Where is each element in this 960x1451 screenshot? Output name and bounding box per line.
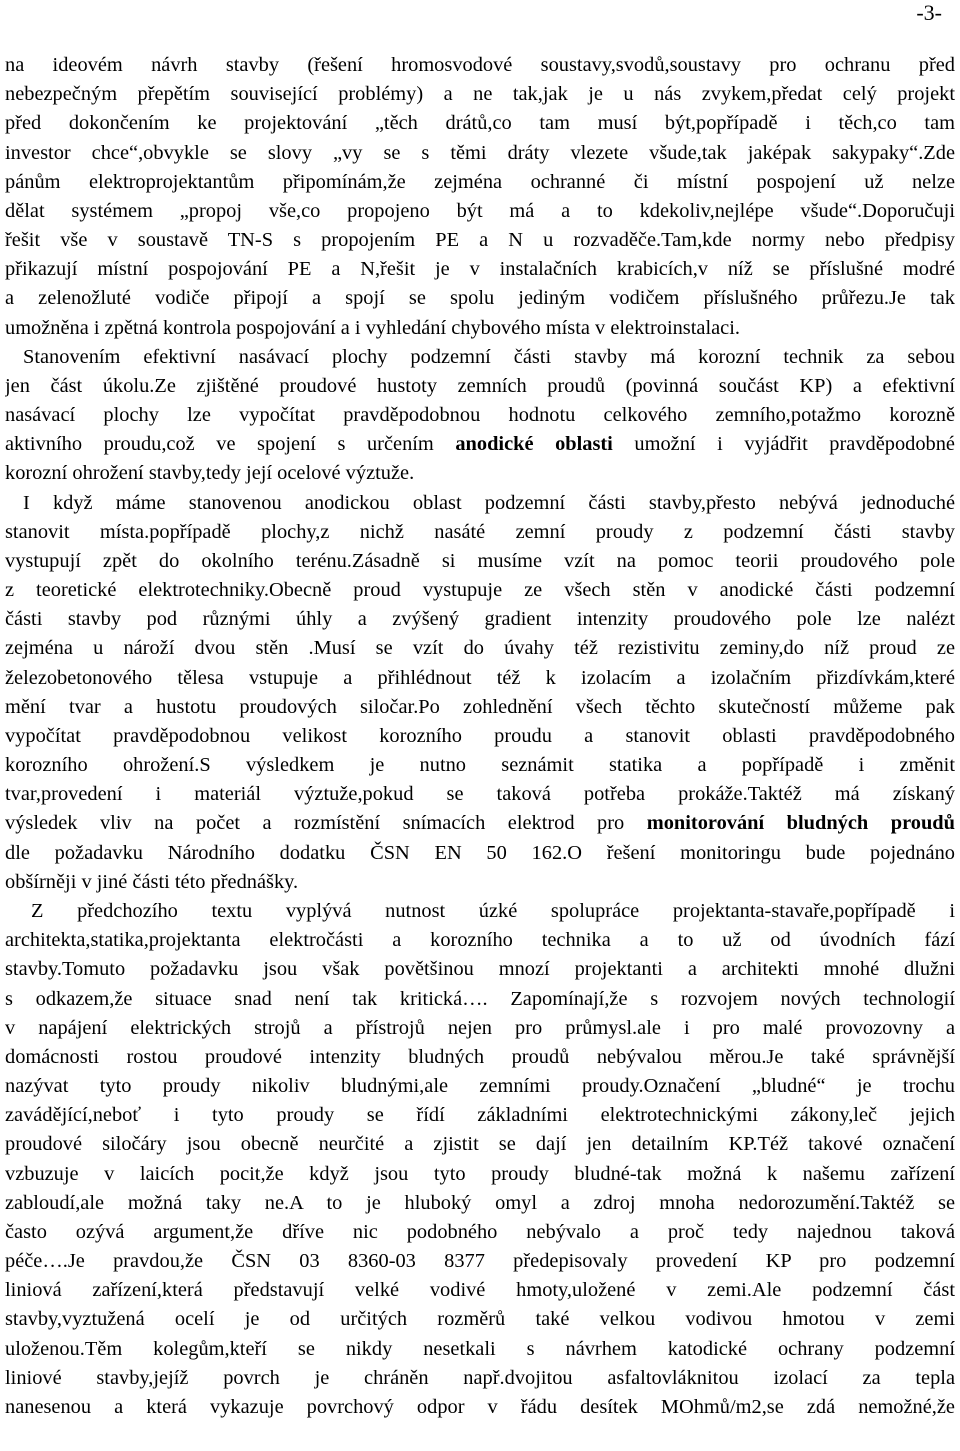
paragraph-start-line: I když máme stanovenou anodickou oblast podzemní části stavby,přesto nebývá jednoduché: [23, 491, 955, 514]
paragraph-start-line: Stanovením efektivní nasávací plochy podzemní části stavby má korozní technik za sebou: [23, 345, 955, 368]
text-line: před dokončením ke projektování „těch drátů,co tam musí být,popřípadě i těch,co tam: [5, 112, 955, 135]
mixed-line: [5, 430, 955, 459]
text-line: vypočítat pravděpodobnou velikost korozního proudu a stanovit oblasti pravděpodobného: [5, 724, 955, 747]
text-line: vzbuzuje v laicích pocit,že když jsou tyto proudy bludné-tak možná k našemu zařízení: [5, 1162, 955, 1185]
text-line: dělat systémem „propoj vše,co propojeno být má a to kdekoliv,nejlépe všude“.Doporučuji: [5, 199, 955, 222]
text-line: z teoretické elektrotechniky.Obecně proud vystupuje ze všech stěn v anodické části podzemní: [5, 579, 955, 602]
text-line: zavádějící,neboť i tyto proudy se řídí základními elektrotechnickými zákony,leč jejich: [5, 1104, 955, 1127]
text-line: nazývat tyto proudy nikoliv bludnými,ale zemními proudy.Označení „bludné“ je trochu: [5, 1075, 955, 1098]
text-line: pánům elektroprojektantům připomínám,že zejména ochranné či místní pospojení už nelze: [5, 170, 955, 193]
text-line: zabloudí,ale možná taky ne.A to je hluboký omyl a zdroj mnoha nedorozumění.Taktéž se: [5, 1191, 955, 1214]
text-line: zejména u nároží dvou stěn .Musí se vzít do úvahy též rezistivitu zeminy,do níž proud ze: [5, 637, 955, 660]
bold-term-anodic-area: anodické oblasti: [455, 433, 613, 456]
text-line: uloženou.Těm kolegům,kteří se nikdy nesetkali s návrhem katodické ochrany podzemní: [5, 1337, 955, 1360]
text-line: stavby,vyztužená ocelí je od určitých rozměrů také velkou vodivou hmotou v zemi: [5, 1308, 955, 1331]
text-line: korozní ohrožení stavby,tedy její ocelové výztuže.: [5, 462, 415, 485]
text-line: [5, 1422, 955, 1451]
text-line: železobetonového tělesa vstupuje a přihlédnout též k izolacím a izolačním přizdívkám,které: [5, 666, 955, 689]
text-line: v napájení elektrických strojů a přístrojů nejen pro průmysl.ale i pro malé provozovny a: [5, 1016, 955, 1039]
text-line: korozního ohrožení.S výsledkem je nutno seznámit statika a popřípadě i změnit: [5, 754, 955, 777]
document-body: [5, 51, 955, 1451]
paragraph-start-line: Z předchozího textu vyplývá nutnost úzké spolupráce projektanta-stavaře,popřípadě i: [31, 899, 955, 922]
text-line: péče….Je pravdou,že ČSN 03 8360-03 8377 předepisovaly provedení KP pro podzemní: [5, 1250, 955, 1273]
text-line: na ideovém návrh stavby (řešení hromosvodové soustavy,svodů,soustavy pro ochranu před: [5, 54, 955, 76]
text-line: liniová zařízení,která představují velké vodivé hmoty,uložené v zemi.Ale podzemní část: [5, 1279, 955, 1302]
text-line: nanesenou a která vykazuje povrchový odpor v řádu desítek MOhmů/m2,se zdá nemožné,že: [5, 1395, 955, 1418]
text-line: dle požadavku Národního dodatku ČSN EN 50 162.O řešení monitoringu bude pojednáno: [5, 841, 955, 864]
text-line: jen část úkolu.Ze zjištěné proudové hustoty zemních proudů (povinná součást KP) a efektivní: [5, 374, 955, 397]
text-line: mění tvar a hustotu proudových siločar.Po zohlednění všech těchto skutečností můžeme pak: [5, 695, 955, 718]
text-line: často ozývá argument,že dříve nic podobného nebývalo a proč tedy najednou taková: [5, 1220, 955, 1243]
text-line: domácnosti rostou proudové intenzity bludných proudů nebývalou měrou.Je také správnější: [5, 1045, 955, 1068]
text-line: proudové siločáry jsou obecně neurčité a zjistit se dají jen detailním KP.Též takové označení: [5, 1133, 955, 1156]
mixed-line: [5, 809, 955, 838]
text-line: části stavby pod různými úhly a zvýšený gradient intenzity proudového pole lze nalézt: [5, 608, 955, 631]
text-line: nasávací plochy lze vypočítat pravděpodobnou hodnotu celkového zemního,potažmo korozně: [5, 404, 955, 427]
text-segment: výsledek vliv na počet a rozmístění snímacích elektrod pro: [5, 812, 625, 835]
text-line: a zelenožluté vodiče připojí a spojí se spolu jediným vodičem příslušného průřezu.Je tak: [5, 287, 955, 310]
text-line: s odkazem,že situace snad není tak kritická…. Zapomínají,že s rozvojem nových technologií: [5, 987, 955, 1010]
text-line: vystupují zpět do okolního terénu.Zásadně si musíme vzít na pomoc teorii proudového pole: [5, 549, 955, 572]
page-number: -3-: [916, 0, 942, 25]
text-segment: umožní i vyjádřit pravděpodobné: [634, 433, 955, 456]
text-line: stanovit místa.popřípadě plochy,z nichž nasáté zemní proudy z podzemní části stavby: [5, 520, 955, 543]
text-line: umožněna i zpětná kontrola pospojování a i vyhledání chybového místa v elektroinstalaci.: [5, 316, 740, 339]
text-line: liniové stavby,jejíž povrch je chráněn např.dvojitou asfaltovláknitou izolací za tepla: [5, 1366, 955, 1389]
text-line: architekta,statika,projektanta elektročásti a korozního technika a to už od úvodních fází: [5, 929, 955, 952]
text-line: stavby.Tomuto požadavku jsou však povětšinou mnozí projektanti a architekti mnohé dlužni: [5, 958, 955, 981]
text-line: řešit vše v soustavě TN-S s propojením PE a N u rozvaděče.Tam,kde normy nebo předpisy: [5, 229, 955, 252]
text-line: investor chce“,obvykle se slovy „vy se s těmi dráty vlezete všude,tak jaképak sakypaky“.Zde: [5, 141, 955, 164]
text-line: nebezpečným přepětím související problémy) a ne tak,jak je u nás zvykem,předat celý projekt: [5, 83, 955, 106]
text-line: přikazují místní pospojování PE a N,řešit je v instalačních krabicích,v níž se příslušné modré: [5, 258, 955, 281]
text-line: obšírněji v jiné části této přednášky.: [5, 870, 299, 893]
text-line: tvar,provedení i materiál výztuže,pokud se taková potřeba prokáže.Taktéž má získaný: [5, 783, 955, 806]
bold-term-stray-current-monitoring: monitorování bludných proudů: [646, 812, 955, 835]
text-segment: aktivního proudu,což ve spojení s určením: [5, 433, 434, 456]
